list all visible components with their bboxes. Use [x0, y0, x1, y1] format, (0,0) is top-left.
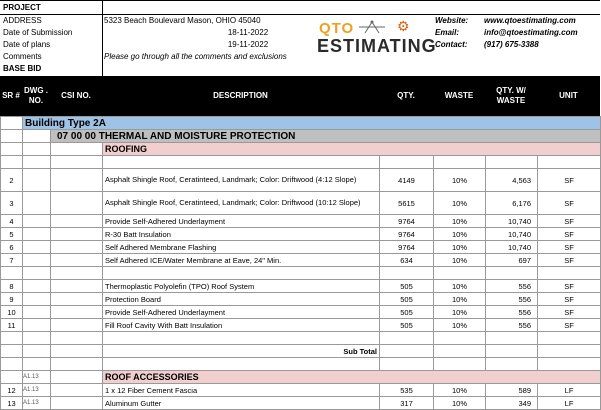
row-sr: 13 [1, 397, 23, 410]
row-qty-waste: 556 [486, 293, 538, 306]
website-value[interactable]: www.qtoestimating.com [484, 16, 576, 25]
submission-label: Date of Submission [3, 28, 73, 37]
row-description: R-30 Batt Insulation [103, 228, 380, 241]
col-description: DESCRIPTION [213, 91, 268, 100]
row-waste: 10% [434, 280, 486, 293]
plans-date: 19-11-2022 [227, 40, 269, 49]
row-unit: SF [538, 254, 601, 267]
address-label: ADDRESS [3, 16, 42, 25]
row-waste: 10% [434, 319, 486, 332]
row-qty: 535 [380, 384, 434, 397]
table-row [1, 293, 601, 306]
table-header [0, 76, 600, 116]
col-unit: UNIT [559, 91, 578, 100]
row-waste: 10% [434, 384, 486, 397]
col-qty-waste: QTY. W/ WASTE [496, 86, 526, 105]
address-value: 5323 Beach Boulevard Mason, OHIO 45040 [104, 16, 261, 25]
col-qty: QTY. [397, 91, 415, 100]
row-waste: 10% [434, 293, 486, 306]
row-qty: 505 [380, 306, 434, 319]
row-qty-waste: 589 [486, 384, 538, 397]
roofing-label: ROOFING [103, 143, 601, 156]
row-qty-waste: 556 [486, 280, 538, 293]
row-description: Thermoplastic Polyolefin (TPO) Roof System [103, 280, 380, 293]
project-label: PROJECT [3, 3, 41, 12]
row-unit: SF [538, 241, 601, 254]
logo-estimating-text: ESTIMATING [317, 36, 437, 56]
logo-qto-text: QTO [319, 20, 355, 37]
row-description: Aluminum Gutter [103, 397, 380, 410]
table-row [1, 254, 601, 267]
row-qty: 9764 [380, 215, 434, 228]
plans-label: Date of plans [3, 40, 51, 49]
website-label: Website: [435, 16, 469, 25]
table-row [1, 384, 601, 397]
row-unit: SF [538, 293, 601, 306]
table-row [1, 169, 601, 192]
row-waste: 10% [434, 241, 486, 254]
row-unit: SF [538, 192, 601, 215]
building-type-row [1, 117, 601, 130]
row-qty-waste: 556 [486, 306, 538, 319]
row-unit: SF [538, 228, 601, 241]
section-row [1, 130, 601, 143]
row-waste: 10% [434, 254, 486, 267]
table-row [1, 280, 601, 293]
row-waste: 10% [434, 306, 486, 319]
table-row [1, 397, 601, 410]
row-qty: 505 [380, 293, 434, 306]
table-row [1, 306, 601, 319]
email-label: Email: [435, 28, 460, 37]
row-waste: 10% [434, 215, 486, 228]
row-description: Asphalt Shingle Roof, Ceratinteed, Landmark; Color: Driftwood (10:12 Slope) [103, 192, 380, 215]
row-description: Protection Board [103, 293, 380, 306]
accessories-label: ROOF ACCESSORIES [103, 371, 601, 384]
submission-date: 18-11-2022 [227, 28, 269, 37]
row-unit: LF [538, 397, 601, 410]
accessories-row [1, 371, 601, 384]
dwg-mark: A1.13 [23, 374, 39, 380]
row-sr: 6 [1, 241, 23, 254]
dwg-mark: A1.13 [23, 387, 39, 393]
building-type-label: Building Type 2A [23, 117, 601, 130]
row-qty-waste: 6,176 [486, 192, 538, 215]
subtotal-row [1, 345, 601, 358]
row-sr: 7 [1, 254, 23, 267]
row-unit: SF [538, 280, 601, 293]
table-row [1, 215, 601, 228]
row-waste: 10% [434, 192, 486, 215]
sheet-header [0, 0, 600, 88]
row-sr: 3 [1, 192, 23, 215]
table-row [1, 228, 601, 241]
roofing-row [1, 143, 601, 156]
gear-icon: ⚙ [397, 18, 410, 34]
row-qty: 317 [380, 397, 434, 410]
row-unit: SF [538, 169, 601, 192]
comments-label: Comments [3, 52, 42, 61]
row-sr: 2 [1, 169, 23, 192]
project-row [0, 2, 600, 14]
row-description: Self Adhered Membrane Flashing [103, 241, 380, 254]
row-qty: 505 [380, 280, 434, 293]
row-qty: 9764 [380, 241, 434, 254]
subtotal-label: Sub Total [103, 345, 380, 358]
row-qty-waste: 697 [486, 254, 538, 267]
row-unit: SF [538, 306, 601, 319]
col-sr: SR # [2, 91, 20, 100]
row-qty-waste: 349 [486, 397, 538, 410]
row-sr: 9 [1, 293, 23, 306]
row-qty-waste: 556 [486, 319, 538, 332]
row-description: Asphalt Shingle Roof, Ceratinteed, Landmark; Color: Driftwood (4:12 Slope) [103, 169, 380, 192]
row-sr: 12 [1, 384, 23, 397]
row-description: 1 x 12 Fiber Cement Fascia [103, 384, 380, 397]
row-qty-waste: 10,740 [486, 228, 538, 241]
col-csi: CSI NO. [61, 91, 91, 100]
row-unit: LF [538, 384, 601, 397]
row-sr: 4 [1, 215, 23, 228]
row-unit: SF [538, 215, 601, 228]
base-bid-label: BASE BID [3, 64, 42, 73]
row-qty: 9764 [380, 228, 434, 241]
row-sr: 10 [1, 306, 23, 319]
section-label: 07 00 00 THERMAL AND MOISTURE PROTECTION [51, 130, 601, 143]
row-unit: SF [538, 319, 601, 332]
table-row [1, 241, 601, 254]
row-qty-waste: 10,740 [486, 215, 538, 228]
row-description: Provide Self-Adhered Underlayment [103, 306, 380, 319]
row-qty: 505 [380, 319, 434, 332]
row-waste: 10% [434, 228, 486, 241]
row-description: Self Adhered ICE/Water Membrane at Eave, 24" Min. [103, 254, 380, 267]
row-waste: 10% [434, 397, 486, 410]
estimate-table [0, 116, 601, 410]
row-qty-waste: 4,563 [486, 169, 538, 192]
table-row [1, 192, 601, 215]
col-dwg: DWG . NO. [24, 86, 48, 105]
col-waste: WASTE [444, 91, 474, 100]
row-sr: 11 [1, 319, 23, 332]
contact-value: (917) 675-3388 [484, 40, 539, 49]
comments-value: Please go through all the comments and exclusions [104, 52, 287, 61]
row-qty: 634 [380, 254, 434, 267]
row-qty: 4149 [380, 169, 434, 192]
dwg-mark: A1.13 [23, 400, 39, 406]
row-waste: 10% [434, 169, 486, 192]
table-row [1, 319, 601, 332]
row-qty-waste: 10,740 [486, 241, 538, 254]
row-sr: 5 [1, 228, 23, 241]
row-description: Provide Self-Adhered Underlayment [103, 215, 380, 228]
contact-label: Contact: [435, 40, 468, 49]
row-description: Fill Roof Cavity With Batt Insulation [103, 319, 380, 332]
row-sr: 8 [1, 280, 23, 293]
row-qty: 5615 [380, 192, 434, 215]
email-value[interactable]: info@qtoestimating.com [484, 28, 578, 37]
